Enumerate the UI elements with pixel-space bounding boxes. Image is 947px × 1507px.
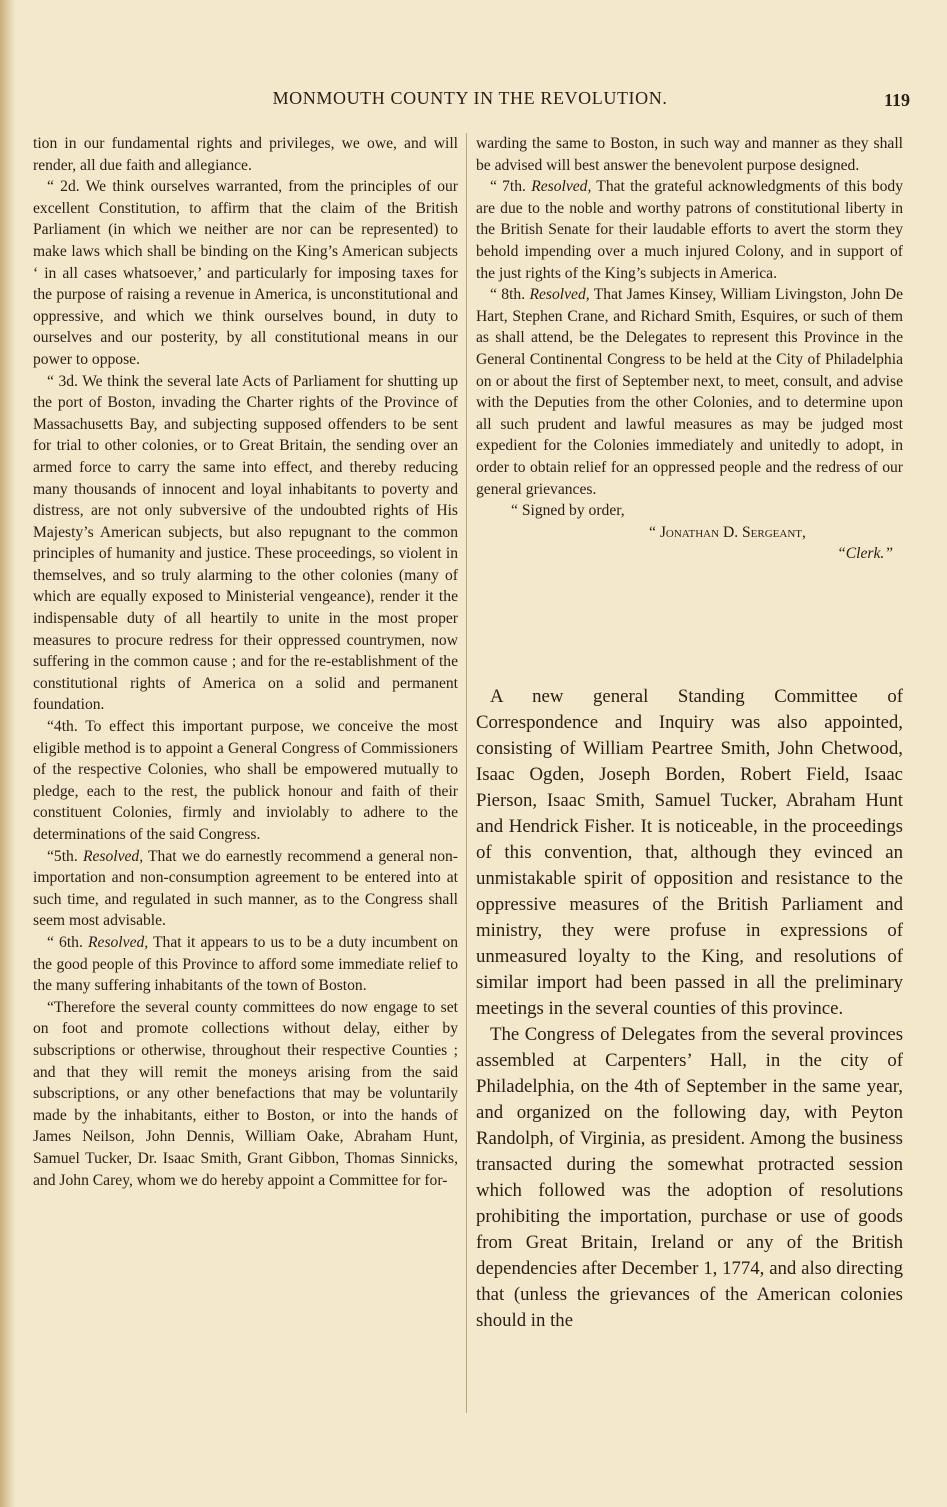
right-paragraph-2: [476, 176, 903, 284]
right-column-quoted: [476, 133, 903, 565]
resolution-number: “ 6th.: [47, 933, 88, 951]
signer-title: “Clerk.”: [837, 545, 893, 563]
running-head: [30, 88, 910, 110]
column-divider: [466, 133, 467, 1413]
left-paragraph-5: [33, 846, 458, 932]
left-paragraph-7: “Therefore the several county committees do now engage to set on foot and promote collections without delay, either by subscriptions or otherwise, throughout their respective Counties ; and that they will remit the moneys arising from the said subscriptions, or any other benefactions that may be voluntarily made by the inhabitants, either to Boston, or into the hands of James Neilson, John Dennis, William Oake, Abraham Hunt, Samuel Tucker, Dr. Isaac Smith, Grant Gibbon, Thomas Sinnicks, and John Carey, whom we do hereby appoint a Committee for for-: [33, 998, 458, 1189]
left-paragraph-1: tion in our fundamental rights and privileges, we owe, and will render, all due faith and allegiance.: [33, 135, 458, 174]
left-paragraph-6: [33, 932, 458, 997]
narrative-paragraph-2: The Congress of Delegates from the several provinces assembled at Carpenters’ Hall, in the city of Philadelphia, on the 4th of September in the same year, and organized on the following day, with Peyton Randolph, of Virginia, as president. Among the business transacted during the somewhat protracted session which followed was the adoption of resolutions prohibiting the importation, purchase or use of goods from Great Britain, Ireland or any of the British dependencies after December 1, 1774, and also directing that (unless the grievances of the American colonies should in the: [476, 1024, 903, 1331]
signer-name-text: “ Jonathan D. Sergeant,: [649, 523, 806, 541]
resolved-word: Resolved,: [82, 847, 144, 865]
right-paragraph-1: warding the same to Boston, in such way and manner as they shall be advised will best answer the benevolent purpose designed.: [476, 135, 903, 174]
resolved-word: Resolved,: [529, 286, 590, 304]
resolution-text: That we do earnestly recommend a general non-importation and non-consumption agreement to be entered into at such time, and regulated in such manner, as to the Congress shall seem most advisable.: [33, 847, 458, 930]
signer-name: [476, 522, 903, 544]
running-title: MONMOUTH COUNTY IN THE REVOLUTION.: [272, 88, 668, 108]
resolution-number: “ 7th.: [490, 178, 532, 196]
page-edge: [0, 0, 16, 1507]
resolution-text: That the grateful acknowledgments of this body are due to the noble and worthy patrons of constitutional liberty in the British Senate for their laudable efforts to avert the storm they behold impending over a much injured Colony, and in support of the just rights of the King’s subjects in America.: [476, 178, 904, 282]
right-column-narrative: [476, 684, 903, 1334]
resolution-text: That James Kinsey, William Livingston, John De Hart, Stephen Crane, and Richard Smith, Esquires, or such of them as shall attend, be the Delegates to represent this Province in the General Continental Congress to be held at the City of Philadelphia on or about the first of September next, to meet, consult, and advise with the Deputies from the other Colonies, and to determine upon all such prudent and lawful measures as may be judged most expedient for the Colonies immediately and unitedly to adopt, in order to obtain relief for an oppressed people and the redress of our general grievances.: [476, 286, 904, 498]
resolution-number: “5th.: [47, 847, 83, 865]
signed-by-line: “ Signed by order,: [511, 502, 625, 520]
narrative-paragraph-1: A new general Standing Committee of Correspondence and Inquiry was also appointed, consisting of William Peartree Smith, John Chetwood, Isaac Ogden, Joseph Borden, Robert Field, Isaac Pierson, Isaac Smith, Samuel Tucker, Abraham Hunt and Hendrick Fisher. It is noticeable, in the proceedings of this convention, that, although they evinced an unmistakable spirit of opposition and resistance to the oppressive measures of the British Parliament and ministry, they were profuse in expressions of unmeasured loyalty to the King, and resolutions of similar import had been passed in all the preliminary meetings in the several counties of this province.: [476, 686, 903, 1019]
resolved-word: Resolved,: [88, 933, 149, 951]
resolved-word: Resolved,: [531, 178, 592, 196]
right-paragraph-3: [476, 284, 903, 500]
resolution-number: “ 8th.: [490, 286, 530, 304]
left-column: [33, 133, 458, 1413]
left-paragraph-3: “ 3d. We think the several late Acts of Parliament for shutting up the port of Boston, invading the Charter rights of the Province of Massachusetts Bay, and subjecting supposed offenders to be sent for trial to other colonies, or to Great Britain, the sending over an armed force to carry the same into effect, and thereby reducing many thousands of innocent and loyal inhabitants to poverty and distress, are not only subversive of the undoubted rights of His Majesty’s American subjects, but also repugnant to the common principles of humanity and justice. These proceedings, so violent in themselves, and so truly alarming to the other colonies (many of which are equally exposed to Ministerial vengeance), render it the indispensable duty of all heartily to unite in the most proper measures to procure redress for their oppressed countrymen, now suffering in the common cause ; and for the re-establishment of the constitutional rights of America on a solid and permanent foundation.: [33, 372, 458, 714]
resolution-text: That it appears to us to be a duty incumbent on the good people of this Province to afford some immediate relief to the many suffering inhabitants of the town of Boston.: [33, 933, 458, 995]
page-number: 119: [883, 90, 910, 110]
left-paragraph-2: “ 2d. We think ourselves warranted, from the principles of our excellent Constitution, to affirm that the claim of the British Parliament (in which we neither are nor can be represented) to make laws which shall be binding on the King’s American subjects ‘ in all cases whatsoever,’ and particularly for imposing taxes for the purpose of raising a revenue in America, is unconstitutional and oppressive, and which we think ourselves bound, in duty to ourselves and our posterity, by all constitutional means in our power to oppose.: [33, 178, 458, 368]
left-paragraph-4: “4th. To effect this important purpose, we conceive the most eligible method is to appoint a General Congress of Commissioners of the respective Colonies, who shall be empowered mutually to pledge, each to the rest, the publick honour and faith of their constituent Colonies, firmly and inviolably to adhere to the determinations of the said Congress.: [33, 718, 458, 843]
